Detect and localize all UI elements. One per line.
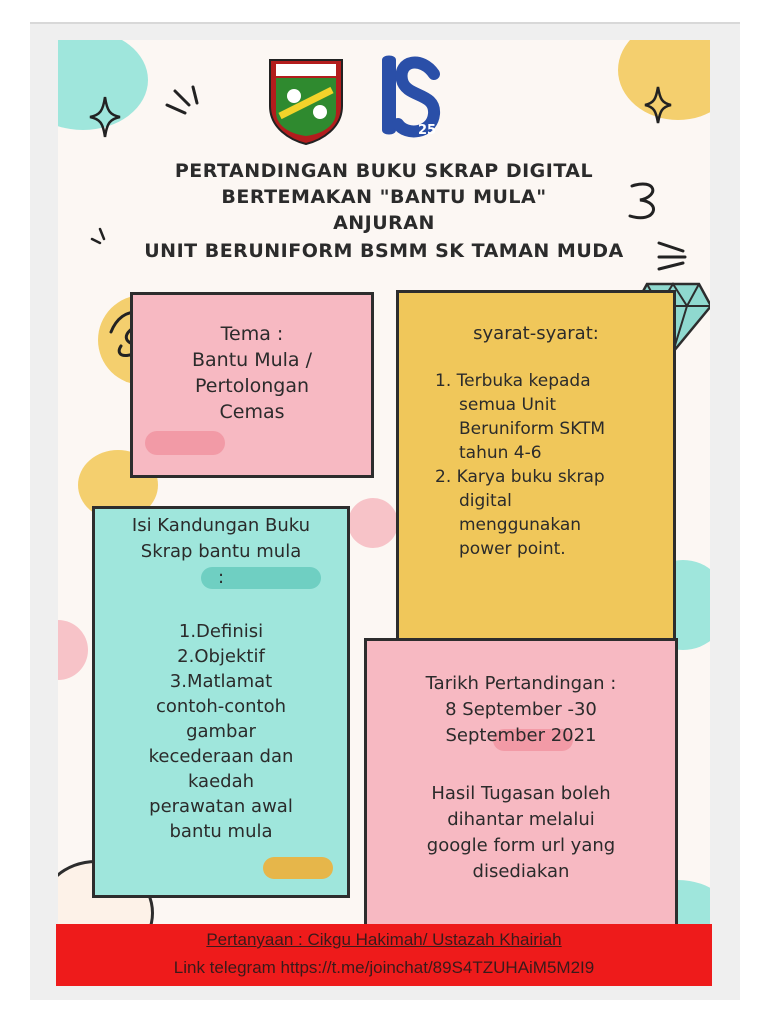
isi-line: kaedah	[187, 771, 255, 792]
pink-blob-middle	[348, 498, 398, 548]
syarat-line: menggunakan	[459, 515, 582, 535]
school-crest-logo	[266, 56, 346, 146]
hasil-line: dihantar melalui	[447, 809, 595, 830]
syarat-heading: syarat-syarat:	[473, 323, 599, 344]
poster	[58, 40, 710, 984]
poster-title-line-3: ANJURAN	[333, 212, 435, 234]
telegram-link[interactable]: Link telegram https://t.me/joinchat/89S4TZUHAiM5M2I9	[173, 958, 595, 977]
hasil-line: Hasil Tugasan boleh	[431, 783, 611, 804]
poster-title-line-2: BERTEMAKAN "BANTU MULA"	[221, 186, 547, 208]
isi-heading-line: Skrap bantu mula	[140, 541, 302, 562]
tarikh-line: Tarikh Pertandingan :	[425, 673, 617, 694]
isi-heading-line: Isi Kandungan Buku	[131, 515, 311, 536]
tarikh-line: September 2021	[445, 725, 597, 746]
card-highlight	[145, 431, 225, 455]
pink-blob-left-bottom	[58, 620, 88, 680]
isi-line: 2.Objektif	[177, 646, 265, 667]
syarat-line: Beruniform SKTM	[459, 419, 606, 439]
isi-line: gambar	[186, 721, 256, 742]
isi-kandungan-card	[92, 506, 350, 898]
sparkle-icon	[643, 85, 673, 125]
tema-label: Tema :	[220, 323, 284, 345]
svg-text:25: 25	[418, 123, 437, 138]
card-highlight	[263, 857, 333, 879]
isi-line: 1.Definisi	[178, 621, 264, 642]
isi-line: kecederaan dan	[148, 746, 294, 767]
syarat-line: power point.	[459, 539, 566, 559]
syarat-line: semua Unit	[459, 395, 557, 415]
tema-line: Cemas	[219, 401, 285, 423]
sparkle-icon	[88, 95, 122, 139]
poster-title-line-4: UNIT BERUNIFORM BSMM SK TAMAN MUDA	[144, 240, 624, 262]
tarikh-line: 8 September -30	[445, 699, 597, 720]
syarat-line: 1. Terbuka kepada	[435, 371, 591, 391]
isi-line: contoh-contoh	[155, 696, 287, 717]
syarat-line: 2. Karya buku skrap	[435, 467, 605, 487]
contact-banner	[56, 924, 712, 986]
isi-line: bantu mula	[169, 821, 273, 842]
syarat-card	[396, 290, 676, 644]
tarikh-card	[364, 638, 678, 928]
isi-line: 3.Matlamat	[169, 671, 273, 692]
hasil-line: disediakan	[472, 861, 570, 882]
tema-line: Bantu Mula /	[191, 349, 313, 371]
syarat-line: tahun 4-6	[459, 443, 542, 463]
hasil-line: google form url yang	[426, 835, 616, 856]
syarat-line: digital	[459, 491, 512, 511]
ts25-logo	[362, 50, 442, 140]
tema-card	[130, 292, 374, 478]
isi-line: perawatan awal	[149, 796, 293, 817]
dash-marks-icon	[163, 85, 203, 130]
isi-heading-line: :	[217, 567, 225, 588]
tema-line: Pertolongan	[194, 375, 310, 397]
inquiry-text: Pertanyaan : Cikgu Hakimah/ Ustazah Khairiah	[206, 930, 562, 949]
poster-title-line-1: PERTANDINGAN BUKU SKRAP DIGITAL	[174, 160, 594, 182]
